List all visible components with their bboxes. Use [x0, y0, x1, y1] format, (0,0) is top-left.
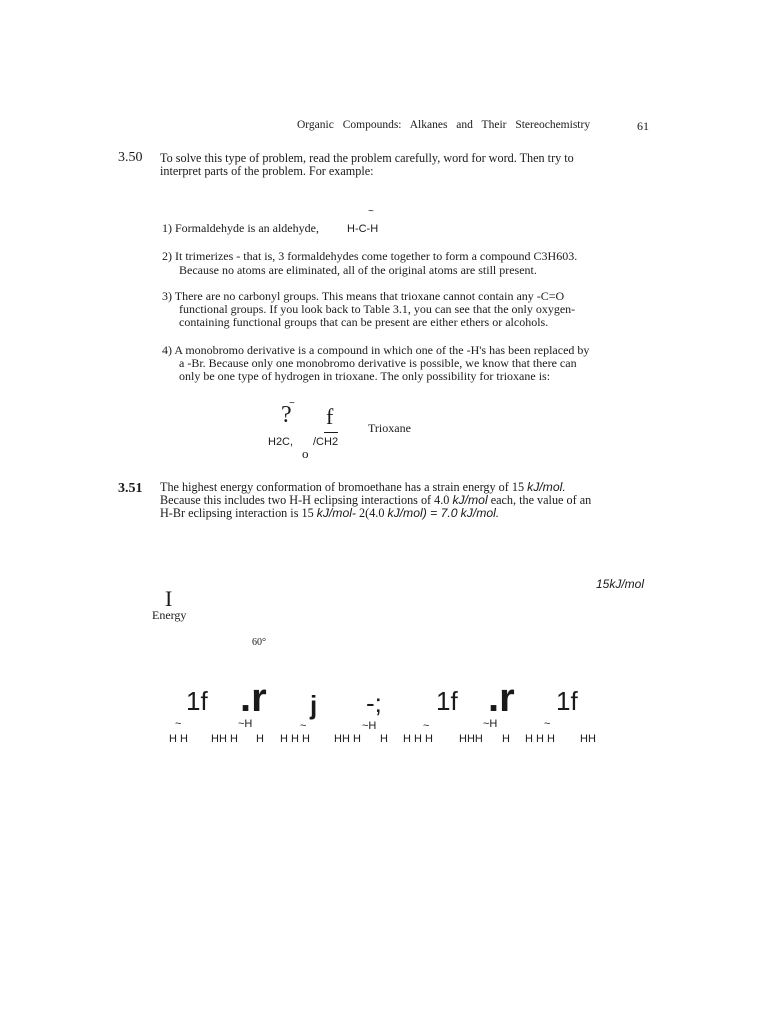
conformer-tilde-2: ~H [238, 718, 253, 730]
item-3-line-2: functional groups. If you look back to Table 3.1, you can see that the only oxygen- [179, 302, 576, 316]
p351-line-3-text-a: H-Br eclipsing interaction is 15 [160, 506, 314, 520]
trioxane-h2c: H2C, [268, 436, 294, 448]
conformer-tilde-4: ~H [362, 720, 377, 732]
p351-line-3-text-c: 2(4.0 [359, 506, 385, 520]
item-4-line-3: only be one type of hydrogen in trioxane. The only possibility for trioxane is: [179, 369, 551, 383]
h-label-4: H H H [280, 733, 310, 745]
p351-line-1-text: The highest energy conformation of bromoethane has a strain energy of 15 [160, 480, 525, 494]
p351-line-3-unit-1: kJ/mol- [316, 506, 356, 520]
trioxane-bond-line [324, 432, 338, 433]
trioxane-label: Trioxane [368, 421, 411, 435]
h-label-8: HHH [459, 733, 483, 745]
running-header: Organic Compounds: Alkanes and Their Stereochemistry [297, 119, 591, 131]
p351-line-3 [160, 507, 499, 521]
p351-line-1-unit: kJ/mol. [527, 480, 566, 494]
problem-number-3-50: 3.50 [118, 150, 143, 165]
item-3-line-3: containing functional groups that can be present are either ethers or alcohols. [179, 315, 549, 329]
item-2-line-2: Because no atoms are eliminated, all of the original atoms are still present. [179, 263, 537, 277]
trioxane-oxygen: o [302, 446, 309, 461]
conformer-tilde-6: ~H [483, 718, 498, 730]
h-label-1: H H [169, 733, 188, 745]
formaldehyde-formula: H-C-H [347, 223, 379, 235]
p350-intro-line-1: To solve this type of problem, read the problem carefully, word for word. Then try to [160, 151, 574, 165]
problem-number-3-51: 3.51 [118, 481, 143, 496]
p351-line-3-unit-2: kJ/mol) = 7.0 [387, 506, 458, 520]
p351-line-2-unit: kJ/mol [452, 493, 488, 507]
p350-intro-line-2: interpret parts of the problem. For example: [160, 164, 374, 178]
conformer-glyph-7: 1f [556, 686, 578, 716]
h-label-6: H [380, 733, 388, 745]
item-1-text: 1) Formaldehyde is an aldehyde, [162, 221, 319, 235]
conformer-tilde-1: ~ [175, 718, 182, 730]
p351-line-2-text-c: each, the value of an [490, 493, 592, 507]
h-label-10: H H H [525, 733, 555, 745]
page-number: 61 [637, 119, 649, 133]
conformer-glyph-4: -; [366, 688, 382, 718]
conformer-tilde-7: ~ [544, 718, 551, 730]
energy-axis-label: Energy [152, 608, 187, 622]
h-label-9: H [502, 733, 510, 745]
h-label-7: H H H [403, 733, 433, 745]
conformer-glyph-3: j [310, 690, 318, 720]
energy-axis-mark: I [165, 586, 173, 611]
conformer-tilde-3: ~ [300, 720, 307, 732]
conformer-glyph-5: 1f [436, 686, 458, 716]
h-label-2: HH H [211, 733, 238, 745]
trioxane-ch2: /CH2 [313, 436, 339, 448]
energy-value-label: 15kJ/mol [596, 577, 645, 591]
trioxane-structure-tilde: ~ [289, 398, 295, 409]
conformer-glyph-1: 1f [186, 686, 208, 716]
item-2-line-1: 2) It trimerizes - that is, 3 formaldehydes come together to form a compound C3H603. [162, 249, 578, 263]
formaldehyde-tilde: ~ [368, 206, 374, 217]
conformer-tilde-5: ~ [423, 720, 430, 732]
h-label-3: H [256, 733, 264, 745]
conformer-glyph-6: .r [488, 676, 515, 720]
p351-line-3-unit-3: kJ/mol. [460, 506, 500, 520]
item-4-line-1: 4) A monobromo derivative is a compound in which one of the -H's has been replaced by [162, 343, 590, 357]
p351-line-2-text-a: Because this includes two H-H eclipsing interactions of 4.0 [160, 493, 450, 507]
conformer-glyph-2: .r [240, 676, 267, 720]
h-label-11: HH [580, 733, 596, 745]
trioxane-structure-ring-right: f [326, 404, 334, 429]
item-4-line-2: a -Br. Because only one monobromo derivative is possible, we know that there can [179, 356, 577, 370]
trioxane-structure-ring-left: ? [281, 402, 292, 428]
h-label-5: HH H [334, 733, 361, 745]
angle-label: 60° [252, 637, 266, 648]
item-3-line-1: 3) There are no carbonyl groups. This means that trioxane cannot contain any -C=O [162, 289, 565, 303]
